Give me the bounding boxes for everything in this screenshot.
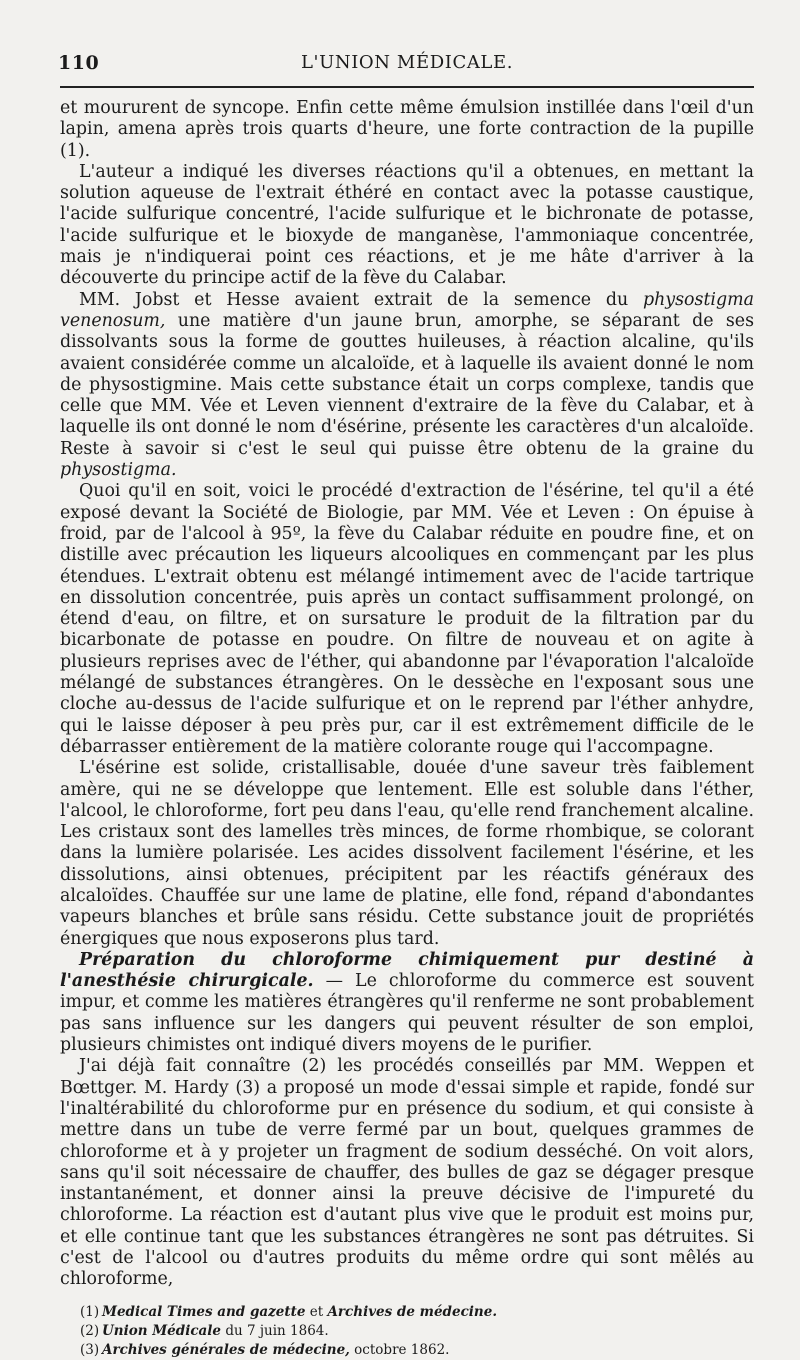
footnote-number: (2) [80,1322,100,1339]
page-number: 110 [58,52,100,74]
journal-title: L'UNION MÉDICALE. [300,52,514,73]
paragraph-3-text-b: une matière d'un jaune brun, amorphe, se séparant de ses dissolvants sous la forme de gouttes huileuses, à réaction alcaline, qu'ils avaient considérée comme un alcaloïde, et à laquelle ils avaient donné le nom de physostigmine. Mais cette substance était un corps complexe, tandis que celle que MM. Vée et Leven viennent d'extraire de la fève du Calabar, et à laquelle ils ont donné le nom d'ésérine, présente les caractères d'un alcaloïde. Reste à savoir si c'est le seul qui puisse être obtenu de la graine du [60,310,754,459]
article-body [60,98,754,1291]
paragraph-6 [60,950,754,1056]
paragraph-3-text-a: MM. Jobst et Hesse avaient extrait de la semence du [79,289,643,310]
footnote-title: Medical Times and gazette [102,1303,306,1320]
paragraph-3-species-name: physostigma venenosum, [60,289,754,331]
footnote-1 [80,1303,754,1322]
paragraph-1: et moururent de syncope. Enfin cette même émulsion instillée dans l'œil d'un lapin, amena après trois quarts d'heure, une forte contraction de la pupille (1). [60,98,754,161]
footnote-title-2: Archives de médecine. [327,1303,498,1320]
header-rule [60,86,754,88]
footnote-title: Union Médicale [102,1322,222,1339]
footnote-3 [80,1341,754,1360]
paragraph-3 [60,290,754,482]
paragraph-2: L'auteur a indiqué les diverses réactions qu'il a obtenues, en mettant la solution aqueuse de l'extrait éthéré en contact avec la potasse caustique, l'acide sulfurique concentré, l'acide sulfurique et le bichronate de potasse, l'acide sulfurique et le bioxyde de manganèse, l'ammoniaque concentrée, mais je n'indiquerai point ces réactions, et je me hâte d'arriver à la découverte du principe actif de la fève du Calabar. [60,161,754,289]
footnote-text: et [305,1303,328,1320]
footnote-text: du 7 juin 1864. [221,1322,329,1339]
footnote-2 [80,1322,754,1341]
footnote-number: (1) [80,1303,100,1320]
running-head [60,44,754,84]
paragraph-5: L'ésérine est solide, cristallisable, douée d'une saveur très faiblement amère, qui ne se développe que lentement. Elle est soluble dans l'éther, l'alcool, le chloroforme, fort peu dans l'eau, qu'elle rend franchement alcaline. Les cristaux sont des lamelles très minces, de forme rhombique, se colorant dans la lumière polarisée. Les acides dissolvent facilement l'ésérine, et les dissolutions, ainsi obtenues, précipitent par les réactifs généraux des alcaloïdes. Chauffée sur une lame de platine, elle fond, répand d'abondantes vapeurs blanches et brûle sans résidu. Cette substance jouit de propriétés énergiques que nous exposerons plus tard. [60,758,754,949]
footnote-number: (3) [80,1341,100,1358]
paragraph-4: Quoi qu'il en soit, voici le procédé d'extraction de l'ésérine, tel qu'il a été exposé devant la Société de Biologie, par MM. Vée et Leven : On épuise à froid, par de l'alcool à 95º, la fève du Calabar réduite en poudre fine, et on distille avec précaution les liqueurs alcooliques en commençant par les plus étendues. L'extrait obtenu est mélangé intimement avec de l'acide tartrique en dissolution concentrée, puis après un contact suffisamment prolongé, on étend d'eau, on filtre, et on sursature le produit de la filtration par du bicarbonate de potasse en poudre. On filtre de nouveau et on agite à plusieurs reprises avec de l'éther, qui abandonne par l'évaporation l'alcaloïde mélangé de substances étrangères. On le dessèche en l'exposant sous une cloche au-dessus de l'acide sulfurique et on le reprend par l'éther anhydre, qui le laisse déposer à peu près pur, car il est extrêmement difficile de le débarrasser entièrement de la matière colorante rouge qui l'accompagne. [60,481,754,757]
section-title: Préparation du chloroforme chimiquement pur destiné à l'anesthésie chirurgicale. [60,949,754,992]
footnotes [60,1303,754,1360]
paragraph-3-genus-name: physostigma. [60,460,177,481]
paragraph-6-text: — Le chloroforme du commerce est souvent impur, et comme les matières étrangères qu'il renferme ne sont probablement pas sans influence sur les dangers qui peuvent résulter de son emploi, plusieurs chimistes ont indiqué divers moyens de le purifier. [60,971,754,1056]
footnote-text: octobre 1862. [349,1341,450,1358]
paragraph-7: J'ai déjà fait connaître (2) les procédés conseillés par MM. Weppen et Bœttger. M. Hardy (3) a proposé un mode d'essai simple et rapide, fondé sur l'inaltérabilité du chloroforme pur en présence du sodium, et qui consiste à mettre dans un tube de verre fermé par un bout, quelques grammes de chloroforme et à y projeter un fragment de sodium desséché. On voit alors, sans qu'il soit nécessaire de chauffer, des bulles de gaz se dégager presque instantanément, et donner ainsi la preuve décisive de l'impureté du chloroforme. La réaction est d'autant plus vive que le produit est moins pur, et elle continue tant que les substances étrangères ne sont pas détruites. Si c'est de l'alcool ou d'autres produits du même ordre qui sont mêlés au chloroforme, [60,1056,754,1290]
footnote-title: Archives générales de médecine, [102,1341,350,1358]
